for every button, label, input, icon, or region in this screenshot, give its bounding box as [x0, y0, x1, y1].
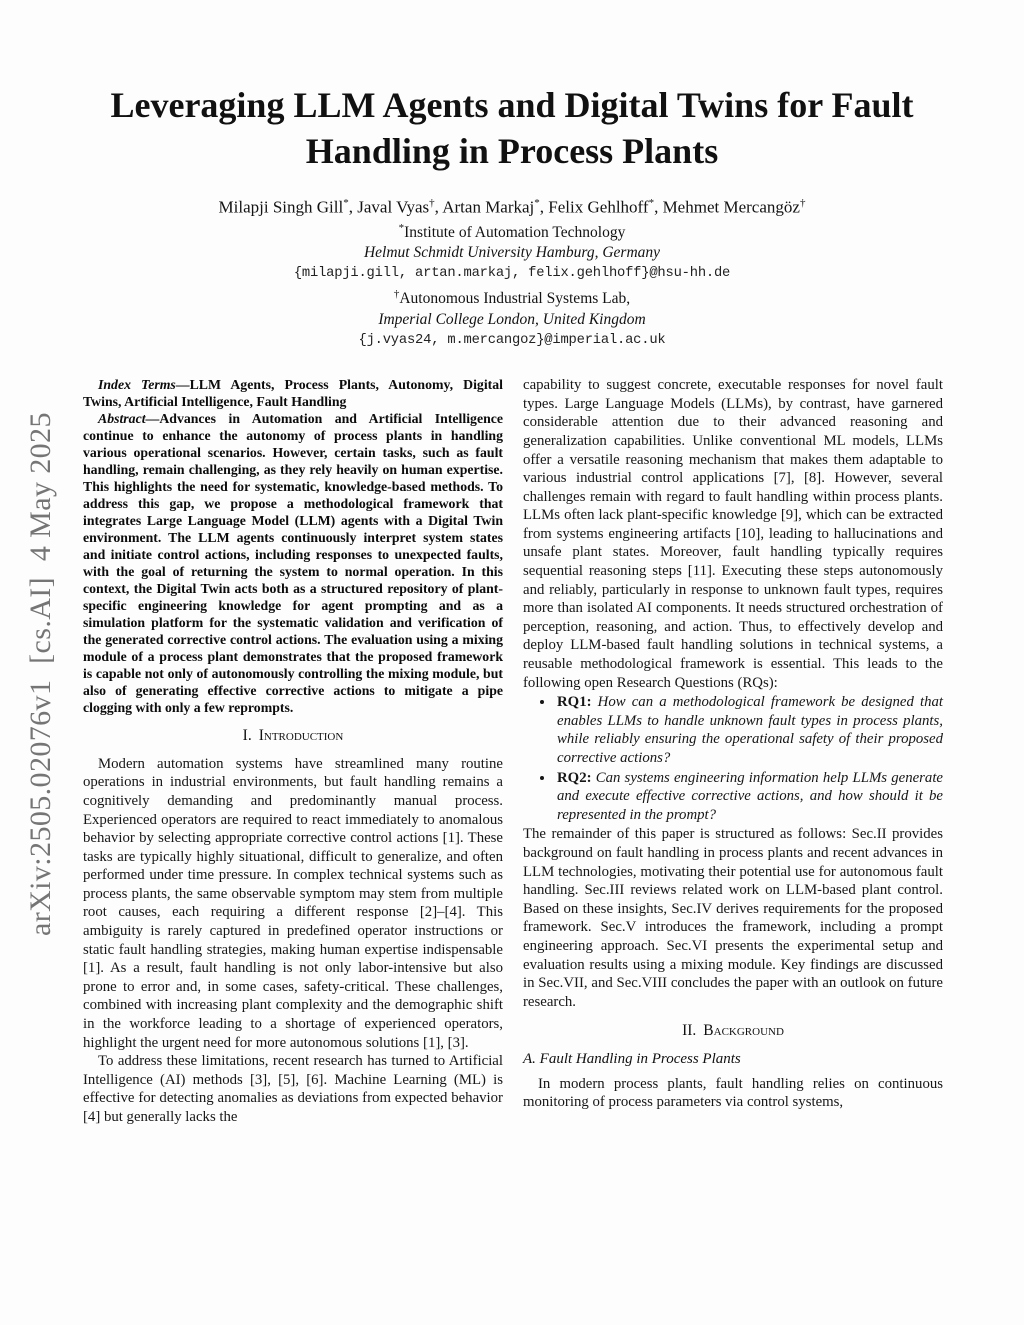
author: Mehmet Mercangöz [662, 197, 800, 217]
background-paragraph-1: In modern process plants, fault handling relies on continuous monitoring of process parameters via control systems, [523, 1075, 943, 1111]
subsection-heading-fault-handling: A. Fault Handling in Process Plants [523, 1050, 741, 1067]
affiliation-line: Imperial College London, United Kingdom [378, 311, 646, 329]
paper-title: Leveraging LLM Agents and Digital Twins for Fault Handling in Process Plants [110, 85, 914, 172]
two-column-body [83, 376, 943, 1126]
author-mark: † [429, 197, 435, 210]
author-mark: * [343, 197, 349, 210]
author: Javal Vyas [357, 197, 430, 217]
author: Felix Gehlhoff [548, 197, 649, 217]
author: Artan Markaj [442, 197, 535, 217]
right-column [523, 376, 943, 1126]
affiliation-line: †Autonomous Industrial Systems Lab, [393, 288, 631, 308]
intro-paragraph-continuation: capability to suggest concrete, executable responses for novel fault types. Large Language Models (LLMs), by contrast, have garnered considerable attention due to their advanced reasoning and generalization capabilities. Unlike conventional ML models, LLMs offer a versatile reasoning mechanism that makes them adaptable to various industrial control applications [7], [8]. However, several challenges remain with regard to fault handling within process plants. LLMs often lack plant-specific knowledge [9], which can be extracted from systems engineering artifacts [10], leading to hallucinations and unsafe plant states. Moreover, fault handling typically requires sequential reasoning steps [11]. Executing these steps autonomously and reliably, particularly in response to unknown fault types, requires more than isolated AI components. It needs structured orchestration of perception, reasoning, and action. Thus, to effectively develop and deploy LLM-based fault handling solutions in technical systems, a reusable methodological framework is essential. This leads to the following open Research Questions (RQs): [523, 377, 943, 691]
index-terms: Index Terms—LLM Agents, Process Plants, Autonomy, Digital Twins, Artificial Intelligence, Fault Handling [83, 377, 503, 410]
affiliation-block [0, 218, 1024, 351]
section-heading-background: II. Background [682, 1022, 784, 1040]
author-line: Milapji Singh Gill*, Javal Vyas†, Artan Markaj*, Felix Gehlhoff*, Mehmet Mercangöz† [218, 197, 806, 217]
left-column [83, 376, 503, 1126]
author-mark: † [799, 197, 806, 210]
author-mark: * [648, 197, 655, 210]
arxiv-watermark: arXiv:2505.02076v1 [cs.AI] 4 May 2025 [24, 412, 57, 936]
email-line: {milapji.gill, artan.markaj, felix.gehlhoff}@hsu-hh.de [293, 265, 731, 281]
abstract: Abstract—Advances in Automation and Artificial Intelligence continue to enhance the autonomy of process plants in handling various operational scenarios. However, certain tasks, such as fault handling, remain challenging, as they rely heavily on human expertise. This highlights the need for systematic, knowledge-based methods. To address this gap, we propose a methodological framework that integrates Large Language Model (LLM) agents with a Digital Twin environment. The LLM agents continuously interpret system states and initiate control actions, including responses to unexpected faults, with the goal of returning the system to normal operation. In this context, the Digital Twin acts both as a structured repository of plant-specific engineering knowledge for agent prompting and as a simulation platform for the systematic validation and verification of the generated corrective control actions. The evaluation using a mixing module of a process plant demonstrates that the proposed framework is capable not only of autonomously controlling the mixing module, but also of generating effective corrective actions to mitigate a pipe clogging with only a few reprompts. [83, 411, 503, 716]
email-line: {j.vyas24, m.mercangoz}@imperial.ac.uk [358, 332, 666, 348]
intro-paragraph-1: Modern automation systems have streamlined many routine operations in industrial environments, but fault handling remains a cognitively demanding and predominantly manual process. Experienced operators are required to react immediately to anomalous behavior by selecting appropriate corrective control actions [1]. These tasks are typically highly situational, difficult to generalize, and often performed under time pressure. In complex technical systems such as process plants, the same observable symptom may stem from multiple root causes, each requiring a different response [2]–[4]. This ambiguity is rarely captured in predefined operator instructions or static fault handling strategies, making human expertise indispensable [1]. As a result, fault handling is not only labor-intensive but also prone to error and, in some cases, safety-critical. These challenges, combined with increasing plant complexity and the demographic shift in the workforce leading to a shortage of experienced operators, highlight the urgent need for more autonomous solutions [1], [3]. [83, 755, 503, 1051]
author-mark: * [534, 197, 540, 210]
affiliation-line: *Institute of Automation Technology [398, 221, 626, 241]
paper-structure-paragraph: The remainder of this paper is structured as follows: Sec.II provides background on fault handling in process plants and recent advances in LLM technologies, motivating their potential use for autonomous fault handling. Sec.III reviews related work on LLM-based plant control. Based on these insights, Sec.IV derives requirements for the proposed framework. Sec.V introduces the framework, including a prompt engineering approach. Sec.VI presents the experimental setup and evaluation results using a mixing module. Key findings are discussed in Sec.VII, and Sec.VIII concludes the paper with an outlook on future research. [523, 826, 943, 1010]
author: Milapji Singh Gill [218, 197, 344, 217]
research-questions-list [523, 693, 943, 824]
research-question-1: • RQ1: How can a methodological framework be designed that enables LLMs to handle unknown fault types in process plants, while reliably ensuring the operational safety of their proposed corrective actions? [555, 693, 943, 767]
intro-paragraph-2: To address these limitations, recent research has turned to Artificial Intelligence (AI) methods [3], [5], [6]. Machine Learning (ML) is effective for detecting anomalies as deviations from expected behavior [4] but generally lacks the [83, 1053, 503, 1125]
section-heading-introduction: I. Introduction [242, 727, 344, 745]
affiliation-line: Helmut Schmidt University Hamburg, Germany [363, 244, 661, 262]
research-question-2: • RQ2: Can systems engineering information help LLMs generate and execute effective corrective actions, and how should it be represented in the prompt? [555, 769, 943, 825]
